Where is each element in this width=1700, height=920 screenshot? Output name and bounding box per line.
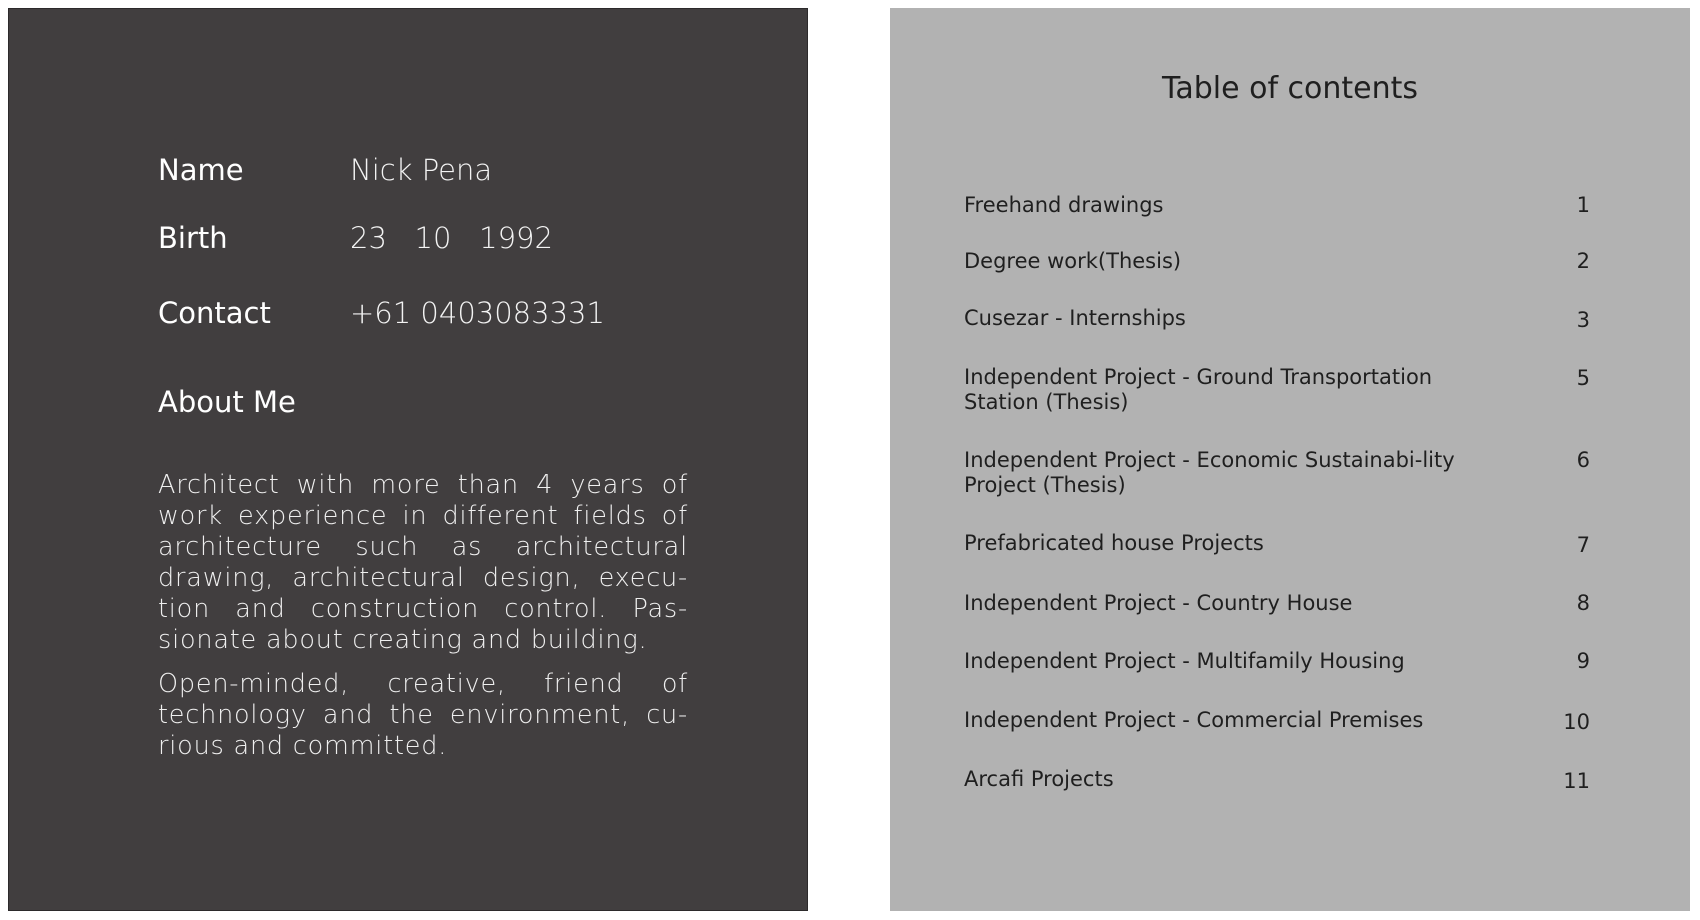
table-of-contents-page <box>890 8 1690 911</box>
name-label: Name <box>158 153 244 187</box>
toc-page-number: 11 <box>1563 769 1590 793</box>
contact-label: Contact <box>158 296 271 330</box>
toc-page-number: 5 <box>1576 366 1590 390</box>
toc-item: Degree work(Thesis) <box>964 249 1182 273</box>
toc-page-number: 3 <box>1576 308 1590 332</box>
name-row <box>158 153 492 187</box>
about-title: About Me <box>158 385 296 419</box>
birth-label: Birth <box>158 221 228 255</box>
toc-item: Independent Project - Country House <box>964 591 1353 615</box>
toc-item: Independent Project - Economic Sustainabi-lity Project (Thesis) <box>964 448 1455 497</box>
toc-item: Arcafi Projects <box>964 767 1114 791</box>
toc-item: Freehand drawings <box>964 193 1164 217</box>
toc-item: Independent Project - Ground Transportation Station (Thesis) <box>964 365 1433 414</box>
toc-item: Independent Project - Multifamily Housing <box>964 649 1405 673</box>
toc-page-number: 10 <box>1563 710 1590 734</box>
birth-value: 23 10 1992 <box>350 221 553 255</box>
toc-page-number: 8 <box>1576 591 1590 615</box>
toc-page-number: 7 <box>1576 533 1590 557</box>
toc-page-number: 2 <box>1576 249 1590 273</box>
contact-value: +61 0403083331 <box>350 296 605 330</box>
toc-item: Cusezar - Internships <box>964 306 1186 330</box>
toc-item: Prefabricated house Projects <box>964 531 1264 555</box>
birth-row <box>158 221 553 255</box>
toc-page-number: 9 <box>1576 649 1590 673</box>
toc-page-number: 6 <box>1576 448 1590 472</box>
toc-title: Table of contents <box>1161 71 1419 106</box>
about-paragraph: Architect with more than 4 years of work experience in different fields of architecture such as architectural drawing, architectural design, execu-tion and construction control. Pas-sionate about creating and building. <box>158 470 688 655</box>
about-paragraph: Open-minded, creative, friend of technology and the environment, cu-rious and committed. <box>158 669 688 761</box>
profile-page <box>8 8 808 911</box>
toc-page-number: 1 <box>1576 193 1590 217</box>
name-value: Nick Pena <box>350 153 493 187</box>
toc-item: Independent Project - Commercial Premises <box>964 708 1424 732</box>
contact-row <box>158 296 605 330</box>
